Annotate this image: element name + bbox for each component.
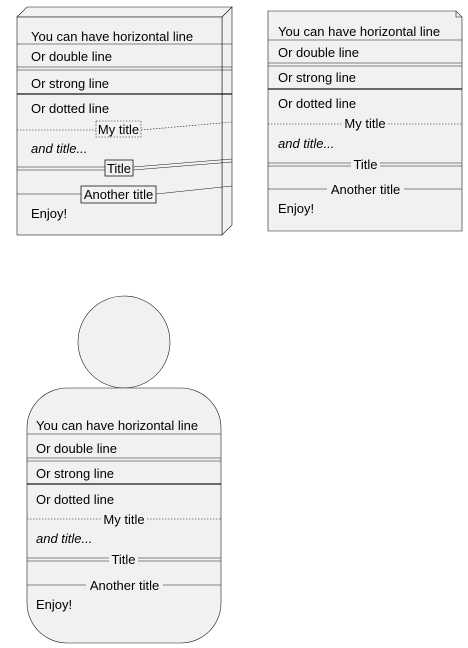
title-label: Title (111, 552, 136, 567)
box-node (17, 7, 232, 235)
text-strong-line: Or strong line (278, 70, 357, 85)
text-strong-line: Or strong line (36, 466, 115, 481)
text-horizontal-line: You can have horizontal line (31, 29, 194, 44)
text-double-line: Or double line (31, 49, 112, 64)
another-title-label: Another title (330, 182, 401, 197)
document-node (268, 11, 462, 231)
text-double-line: Or double line (278, 45, 359, 60)
another-title-label: Another title (83, 187, 154, 202)
text-horizontal-line: You can have horizontal line (36, 418, 199, 433)
another-title-label: Another title (89, 578, 160, 593)
text-dotted-line: Or dotted line (31, 101, 110, 116)
text-dotted-line: Or dotted line (36, 492, 115, 507)
box-node-side-face (222, 7, 232, 235)
person-head (78, 296, 170, 388)
text-enjoy: Enjoy! (278, 201, 315, 216)
text-enjoy: Enjoy! (36, 597, 73, 612)
box-node-top-face (17, 7, 232, 17)
my-title-label: My title (103, 512, 145, 527)
text-strong-line: Or strong line (31, 76, 110, 91)
text-and-title: and title... (31, 141, 88, 156)
text-and-title: and title... (36, 531, 93, 546)
text-and-title: and title... (278, 136, 335, 151)
title-label: Title (106, 161, 132, 176)
text-dotted-line: Or dotted line (278, 96, 357, 111)
text-double-line: Or double line (36, 441, 117, 456)
title-label: Title (353, 157, 378, 172)
person-node (27, 296, 221, 643)
my-title-label: My title (97, 122, 140, 137)
my-title-label: My title (344, 116, 386, 131)
text-enjoy: Enjoy! (31, 206, 68, 221)
text-horizontal-line: You can have horizontal line (278, 24, 441, 39)
